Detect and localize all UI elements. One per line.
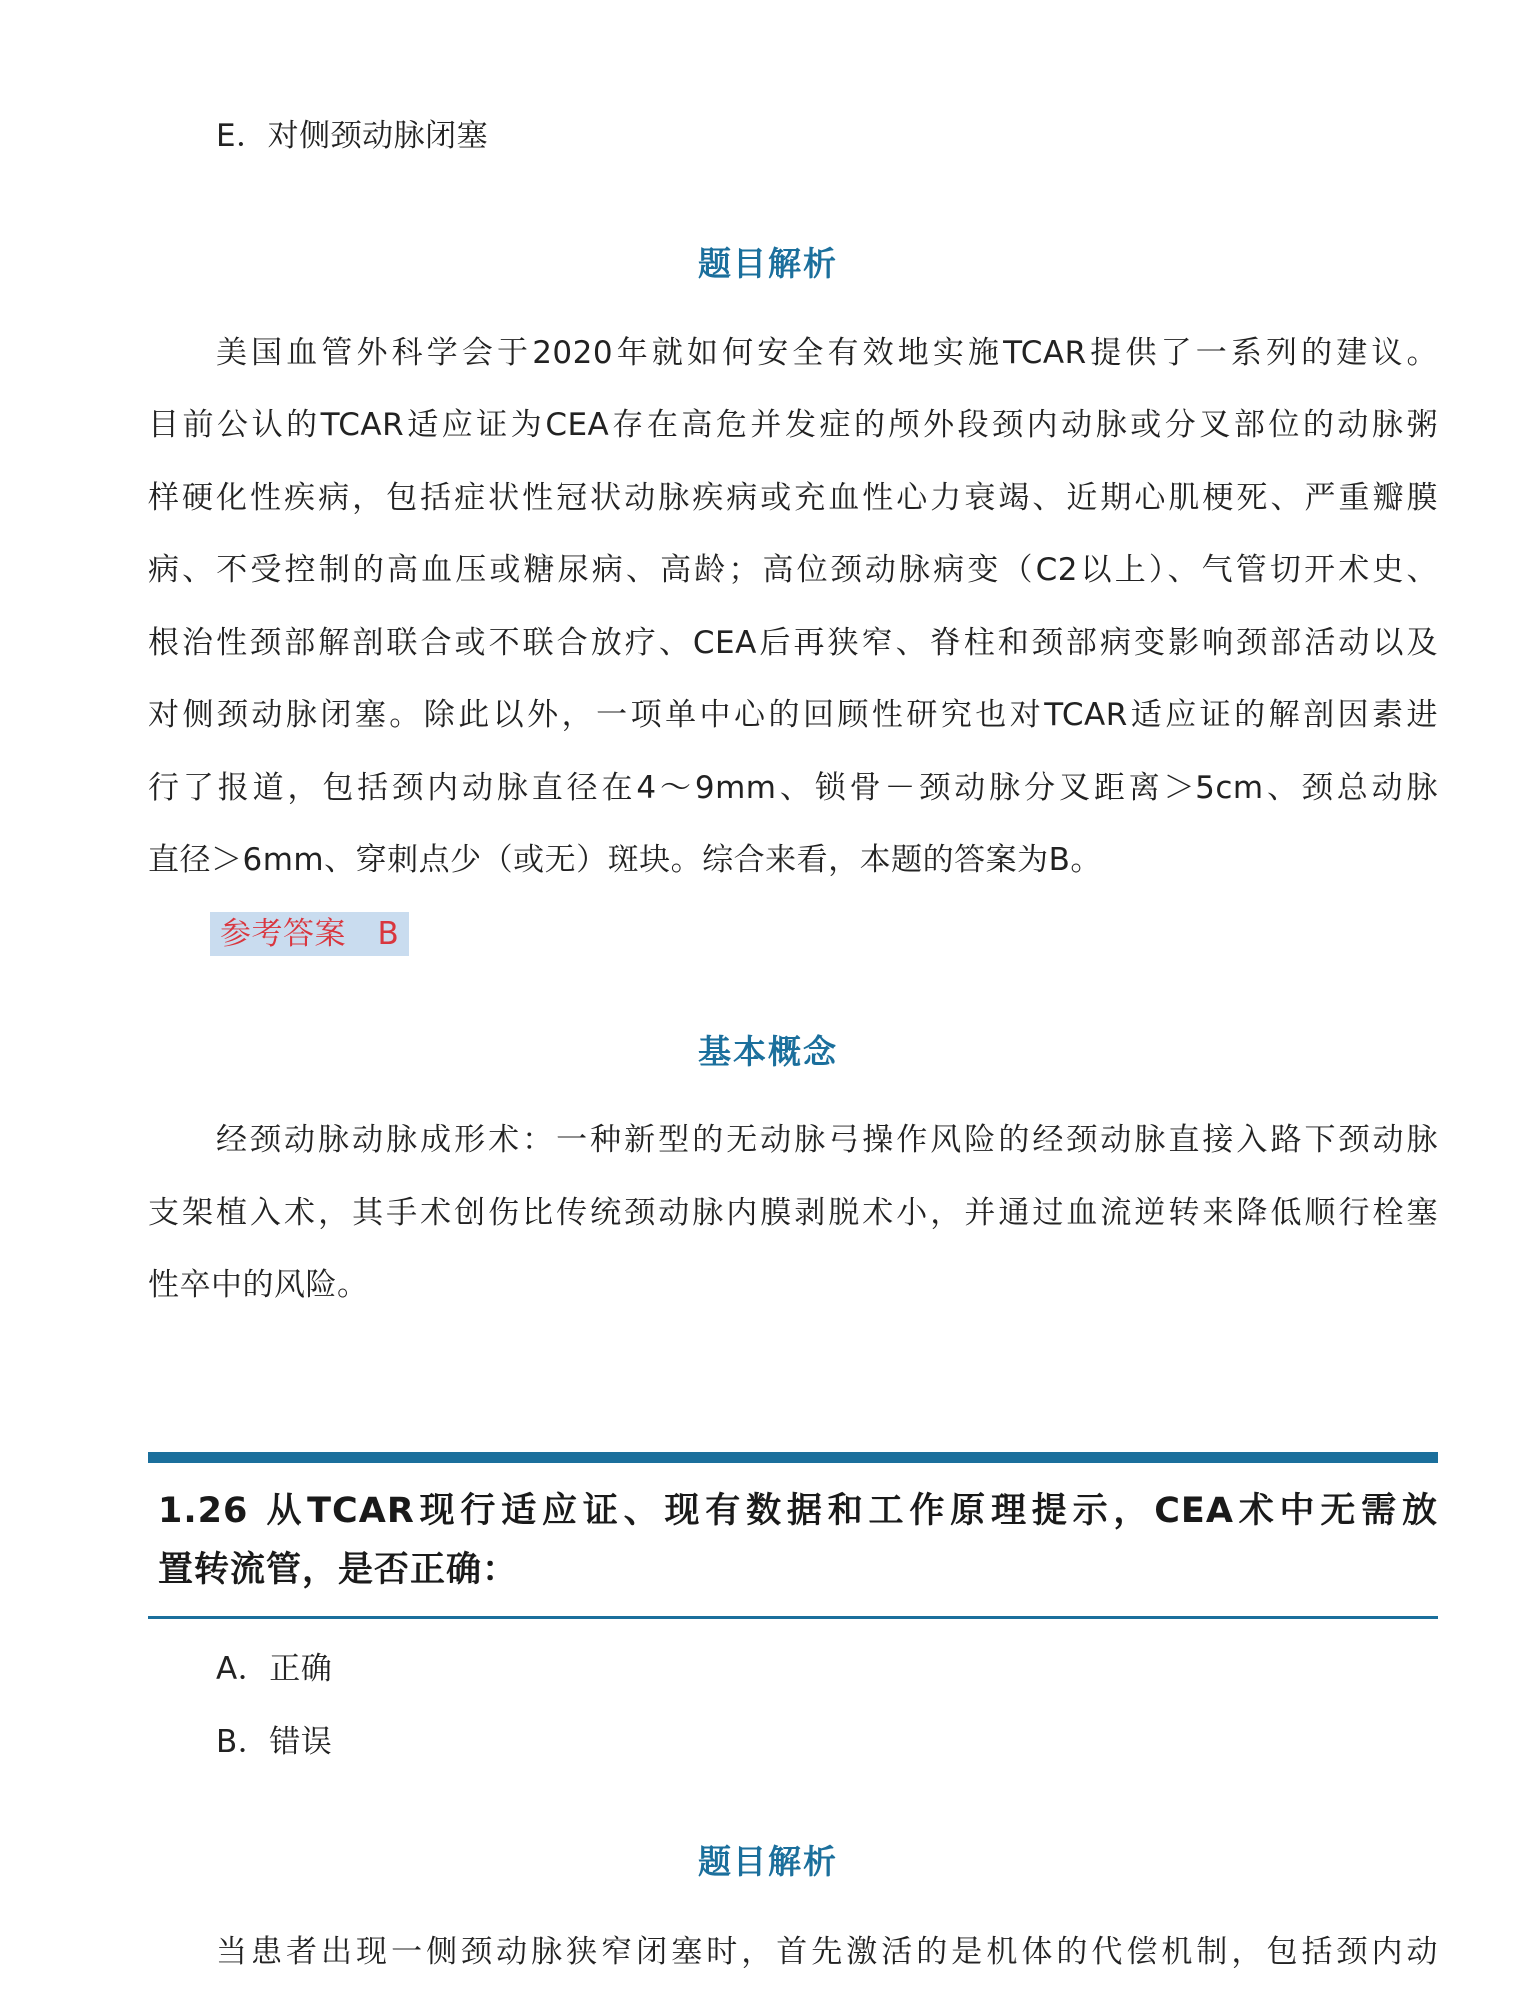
option-e: E．对侧颈动脉闭塞 [216,118,489,154]
analysis-paragraph-line: 直径＞6mm、穿刺点少（或无）斑块。综合来看，本题的答案为B。 [148,842,1102,878]
analysis-paragraph-line: 美国血管外科学会于2020年就如何安全有效地实施TCAR提供了一系列的建议。 [216,335,1438,371]
analysis-heading-2: 题目解析 [698,1842,838,1881]
analysis-paragraph-line: 样硬化性疾病，包括症状性冠状动脉疾病或充血性心力衰竭、近期心肌梗死、严重瓣膜 [148,480,1438,516]
concept-paragraph-line: 支架植入术，其手术创伤比传统颈动脉内膜剥脱术小，并通过血流逆转来降低顺行栓塞 [148,1195,1438,1231]
analysis-paragraph-line: 当患者出现一侧颈动脉狭窄闭塞时，首先激活的是机体的代偿机制，包括颈内动 [216,1934,1438,1970]
analysis-paragraph-line: 对侧颈动脉闭塞。除此以外，一项单中心的回顾性研究也对TCAR适应证的解剖因素进 [148,697,1438,733]
question-top-rule [148,1452,1438,1463]
analysis-heading: 题目解析 [698,244,838,283]
option-b: B．错误 [216,1724,333,1760]
analysis-paragraph-line: 根治性颈部解剖联合或不联合放疗、CEA后再狭窄、脊柱和颈部病变影响颈部活动以及 [148,625,1438,661]
question-title-line: 1.26 从TCAR现行适应证、现有数据和工作原理提示，CEA术中无需放 [158,1491,1438,1531]
concept-paragraph-line: 经颈动脉动脉成形术：一种新型的无动脉弓操作风险的经颈动脉直接入路下颈动脉 [216,1122,1438,1158]
analysis-paragraph-line: 行了报道，包括颈内动脉直径在4～9mm、锁骨－颈动脉分叉距离＞5cm、颈总动脉 [148,770,1438,806]
question-bottom-rule [148,1616,1438,1619]
reference-answer: 参考答案 B [210,912,409,956]
analysis-paragraph-line: 病、不受控制的高血压或糖尿病、高龄；高位颈动脉病变（C2以上）、气管切开术史、 [148,552,1438,588]
question-title-line: 置转流管，是否正确： [158,1550,519,1590]
concept-heading: 基本概念 [698,1032,838,1071]
concept-paragraph-line: 性卒中的风险。 [148,1267,369,1303]
option-a: A．正确 [216,1651,333,1687]
analysis-paragraph-line: 目前公认的TCAR适应证为CEA存在高危并发症的颅外段颈内动脉或分叉部位的动脉粥 [148,407,1438,443]
